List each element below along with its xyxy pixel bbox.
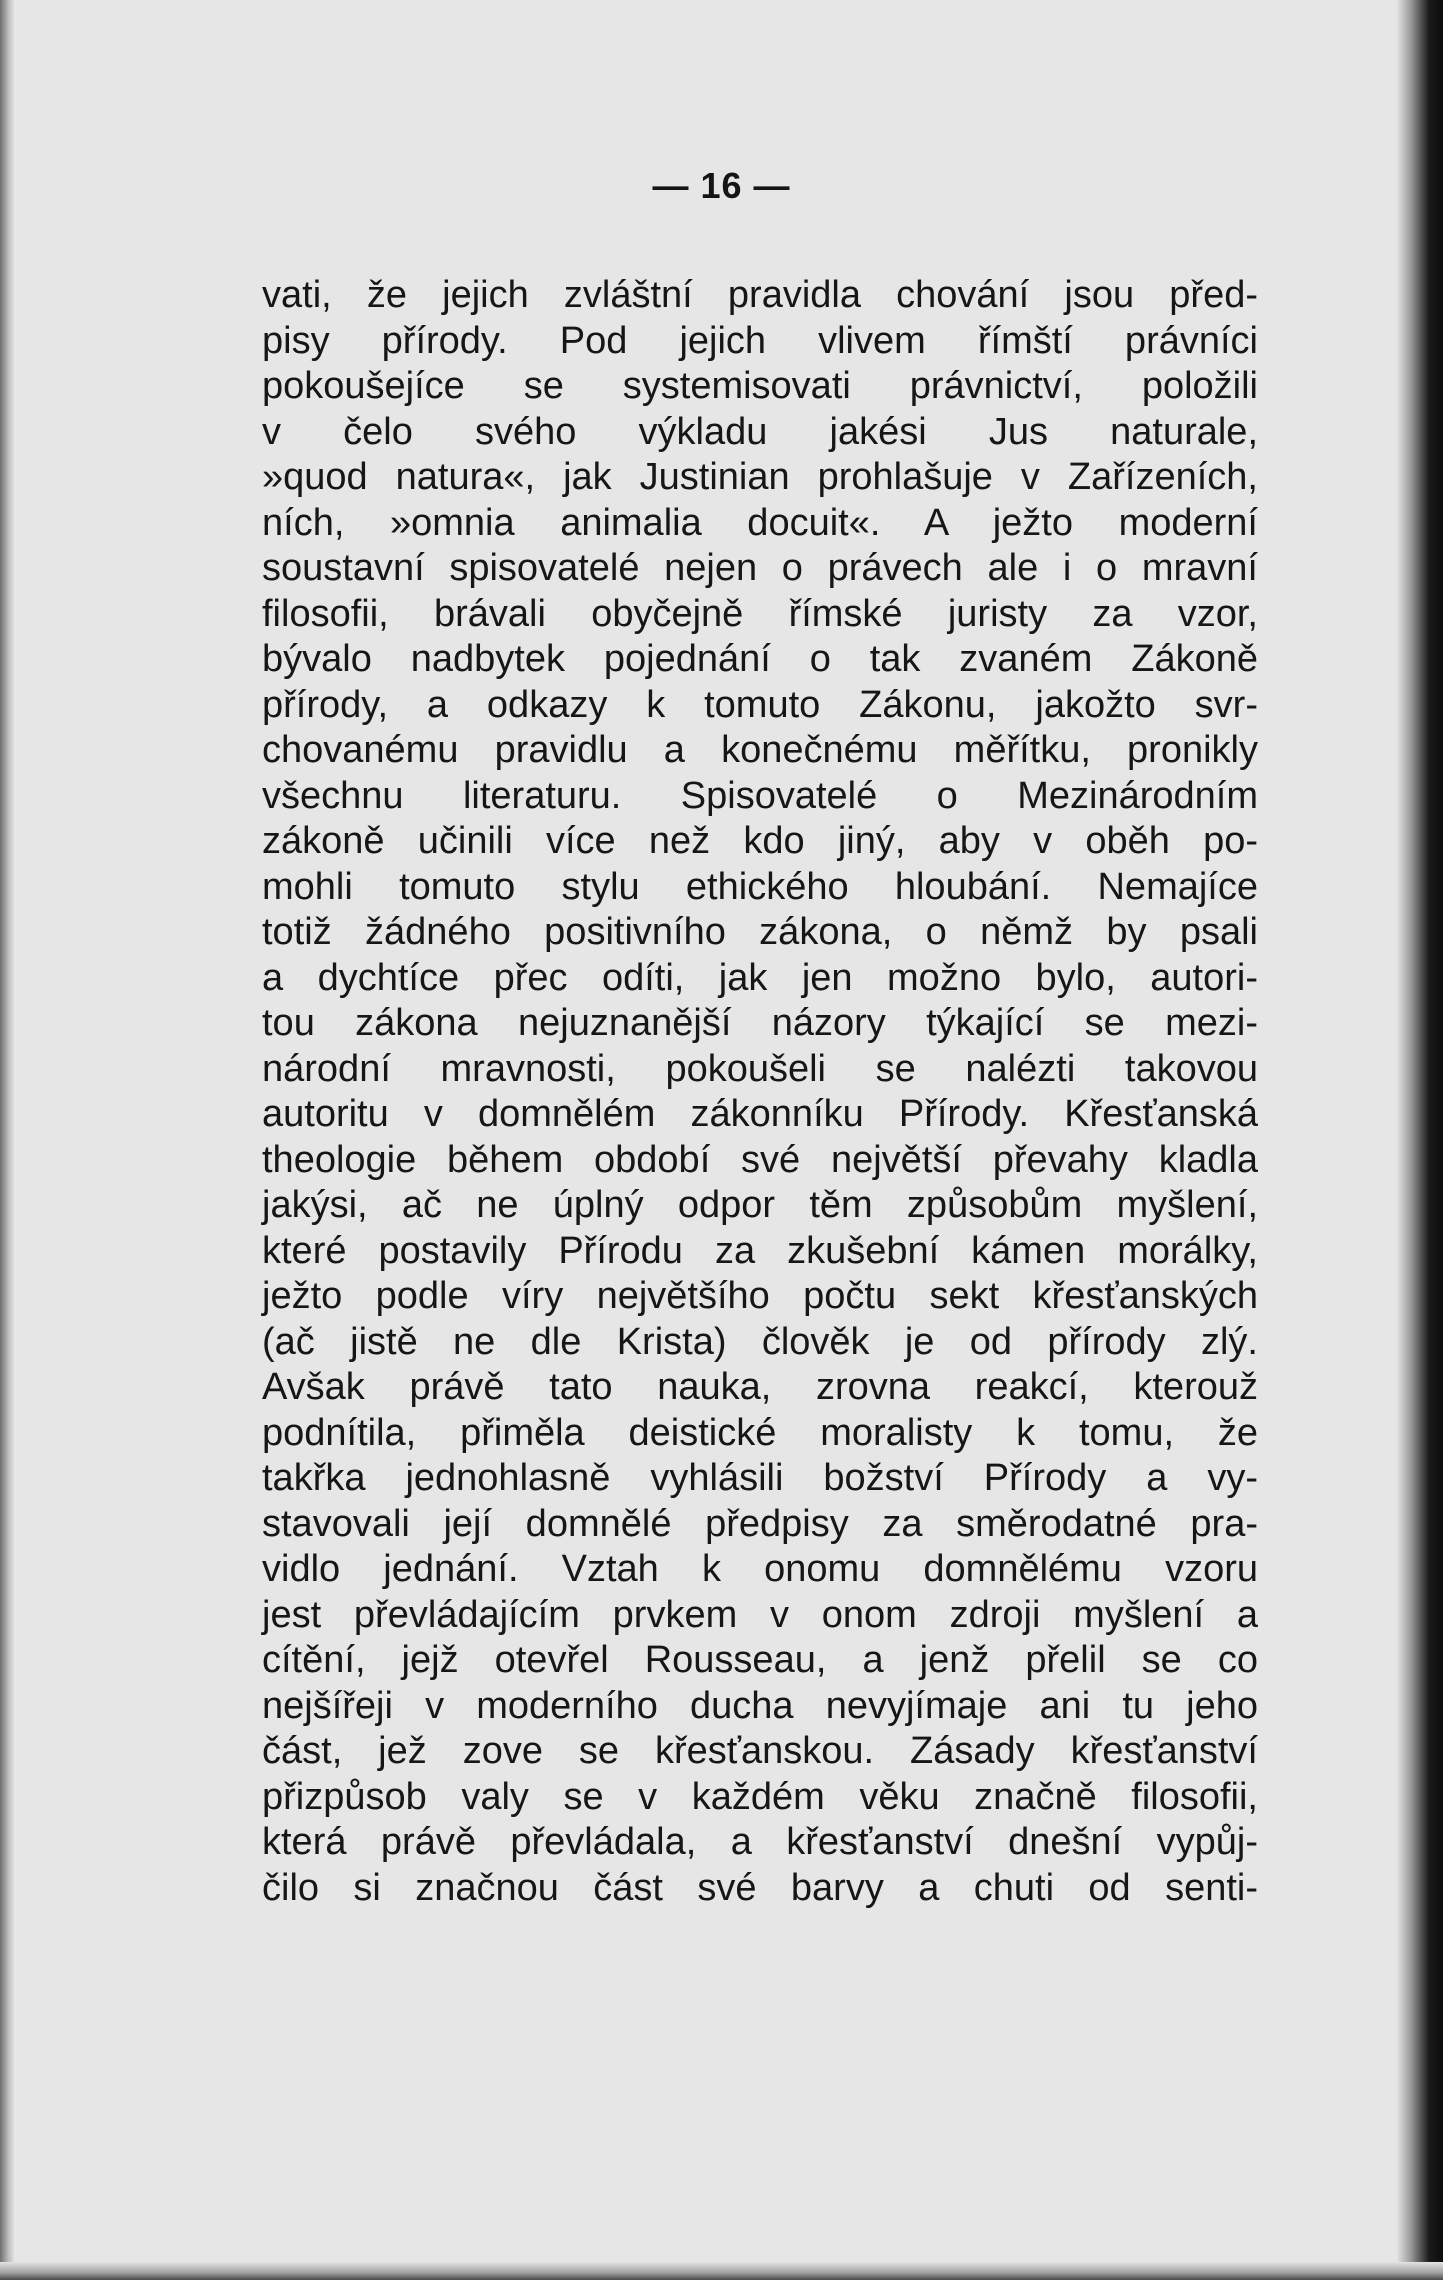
text-line: část, jež zove se křesťanskou. Zásady křesťanství (262, 1730, 1258, 1772)
text-line: ježto podle víry největšího počtu sekt křesťanských (262, 1275, 1258, 1317)
page-number: — 16 — (652, 165, 791, 206)
text-line: Avšak právě tato nauka, zrovna reakcí, kterouž (262, 1366, 1258, 1408)
text-line: soustavní spisovatelé nejen o právech ale i o mravní (262, 547, 1258, 589)
body-text (262, 273, 1258, 1911)
text-line: chovanému pravidlu a konečnému měřítku, pronikly (262, 729, 1258, 771)
text-line: theologie během období své největší převahy kladla (262, 1138, 1258, 1181)
text-line: takřka jednohlasně vyhlásili božství Přírody a vy- (262, 1457, 1258, 1499)
text-line: autoritu v domnělém zákonníku Přírody. Křesťanská (262, 1093, 1258, 1135)
text-line: pokoušejíce se systemisovati právnictví, položili (262, 365, 1258, 407)
text-line: nejšířeji v moderního ducha nevyjímaje ani tu jeho (262, 1684, 1258, 1727)
page-right-edge (1397, 0, 1443, 2280)
text-line: která právě převládala, a křesťanství dnešní vypůj- (262, 1821, 1258, 1863)
text-line: podnítila, přiměla deistické moralisty k tomu, že (262, 1411, 1258, 1454)
text-line: vati, že jejich zvláštní pravidla chování jsou před- (262, 274, 1258, 316)
text-line: národní mravnosti, pokoušeli se nalézti takovou (262, 1047, 1258, 1090)
text-line: filosofii, brávali obyčejně římské juristy za vzor, (262, 592, 1258, 635)
text-line: zákoně učinili více než kdo jiný, aby v oběh po- (262, 820, 1258, 862)
text-line: a dychtíce přec odíti, jak jen možno bylo, autori- (262, 956, 1258, 999)
text-line: všechnu literaturu. Spisovatelé o Mezinárodním (262, 774, 1258, 817)
text-line: přírody, a odkazy k tomuto Zákonu, jakožto svr- (262, 683, 1258, 726)
text-line: jakýsi, ač ne úplný odpor těm způsobům myšlení, (262, 1184, 1258, 1226)
text-line: v čelo svého výkladu jakési Jus naturale, (262, 410, 1258, 453)
text-line: jest převládajícím prvkem v onom zdroji myšlení a (262, 1593, 1258, 1636)
text-line: (ač jistě ne dle Krista) člověk je od přírody zlý. (262, 1320, 1258, 1363)
page-bottom-edge (0, 2262, 1443, 2280)
text-line: čilo si značnou část své barvy a chuti od senti- (262, 1866, 1258, 1909)
text-line: stavovali její domnělé předpisy za směrodatné pra- (262, 1502, 1258, 1545)
text-line: »quod natura«, jak Justinian prohlašuje v Zařízeních, (262, 456, 1258, 498)
text-line: cítění, jejž otevřel Rousseau, a jenž přelil se co (262, 1639, 1258, 1681)
page-left-edge (0, 0, 14, 2280)
text-line: bývalo nadbytek pojednání o tak zvaném Zákoně (262, 638, 1258, 680)
text-line: pisy přírody. Pod jejich vlivem římští právníci (262, 319, 1258, 362)
text-line: vidlo jednání. Vztah k onomu domnělému vzoru (262, 1548, 1258, 1590)
text-line: přizpůsob valy se v každém věku značně filosofii, (262, 1775, 1258, 1818)
text-line: mohli tomuto stylu ethického hloubání. Nemajíce (262, 865, 1258, 908)
text-line: které postavily Přírodu za zkušební kámen morálky, (262, 1229, 1258, 1272)
text-line: ních, »omnia animalia docuit«. A ježto moderní (262, 501, 1258, 544)
text-line: totiž žádného positivního zákona, o němž by psali (262, 911, 1258, 953)
text-line: tou zákona nejuznanější názory týkající se mezi- (262, 1002, 1258, 1044)
